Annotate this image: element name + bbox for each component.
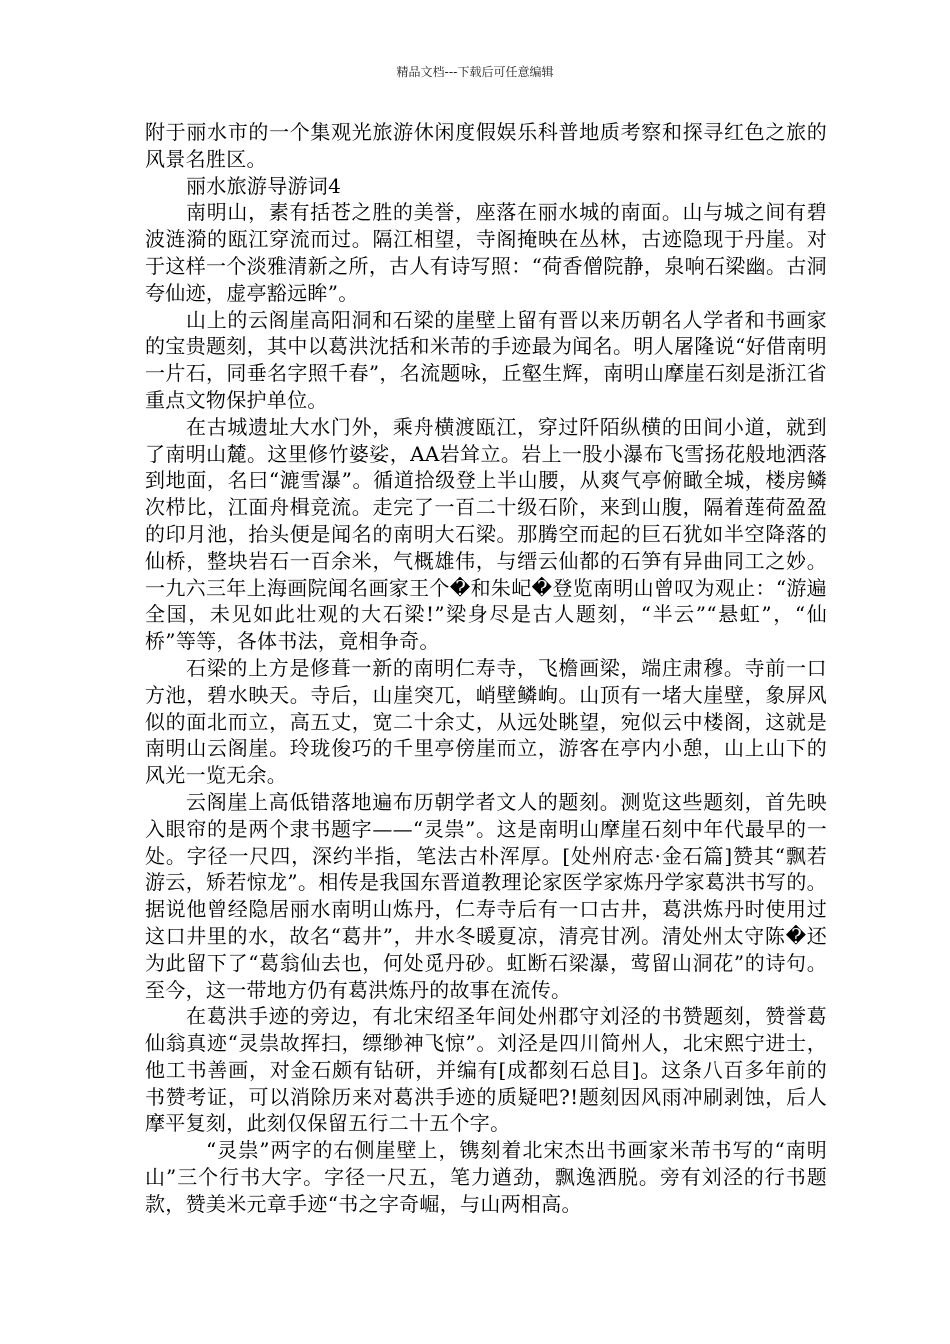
paragraph: “灵祟”两字的右侧崖壁上，镌刻着北宋杰出书画家米芾书写的“南明山”三个行书大字。字径一尺五，笔力遒劲，飘逸洒脱。旁有刘泾的行书题款，赞美米元章手迹“书之字奇崛，与山两相高。 [145, 1138, 827, 1216]
paragraph-continuation: 附于丽水市的一个集观光旅游休闲度假娱乐科普地质考察和探寻红色之旅的风景名胜区。 [145, 120, 827, 171]
document-body [145, 119, 827, 1218]
paragraph: 石梁的上方是修葺一新的南明仁寿寺，飞檐画梁，端庄肃穆。寺前一口方池，碧水映天。寺后，山崖突兀，峭壁鳞峋。山顶有一堵大崖壁，象屏风似的面北而立，高五丈，宽二十余丈，从远处眺望，宛似云中楼阁，这就是南明山云阁崖。玲珑俊巧的千里亭傍崖而立，游客在亭内小憩，山上山下的风光一览无余。 [145, 655, 827, 788]
paragraph: 山上的云阁崖高阳洞和石梁的崖壁上留有晋以来历朝名人学者和书画家的宝贵题刻，其中以葛洪沈括和米芾的手迹最为闻名。明人屠隆说“好借南明一片石，同垂名字照千春”，名流题咏，丘壑生辉，南明山摩崖石刻是浙江省重点文物保护单位。 [145, 307, 827, 412]
paragraph: 在葛洪手迹的旁边，有北宋绍圣年间处州郡守刘泾的书赞题刻，赞誉葛仙翁真迹“灵祟故挥扫，缥缈神飞惊”。刘泾是四川简州人，北宋熙宁进士，他工书善画，对金石颇有钻研，并编有[成都刻石总目]。这条八百多年前的书赞考证，可以消除历来对葛洪手迹的质疑吧?!题刻因风雨冲刷剥蚀，后人摩平复刻，此刻仅保留五行二十五个字。 [145, 1004, 827, 1136]
section-heading: 丽水旅游导游词4 [186, 173, 342, 198]
paragraph: 云阁崖上高低错落地遍布历朝学者文人的题刻。测览这些题刻，首先映入眼帘的是两个隶书题字——“灵祟”。这是南明山摩崖石刻中年代最早的一处。字径一尺四，深约半指，笔法古朴浑厚。[处州府志·金石篇]赞其“飘若游云，矫若惊龙”。相传是我国东晋道教理论家医学家炼丹学家葛洪书写的。据说他曾经隐居丽水南明山炼丹，仁寿寺后有一口古井，葛洪炼丹时使用过这口井里的水，故名“葛井”，井水冬暖夏凉，清亮甘冽。清处州太守陈�还为此留下了“葛翁仙去也，何处觅丹砂。虹断石梁瀑，莺留山洞花”的诗句。至今，这一带地方仍有葛洪炼丹的故事在流传。 [145, 789, 827, 1002]
paragraph: 在古城遗址大水门外，乘舟横渡瓯江，穿过阡陌纵横的田间小道，就到了南明山麓。这里修竹婆娑，AA岩耸立。岩上一股小瀑布飞雪扬花般地洒落到地面，名曰“漉雪瀑”。循道拾级登上半山腰，从爽气亭俯瞰全城，楼房鳞次栉比，江面舟楫竞流。走完了一百二十级石阶，来到山腹，隔着莲荷盈盈的印月池，抬头便是闻名的南明大石梁。那腾空而起的巨石犹如半空降落的仙桥，整块岩石一百余米，气概雄伟，与缙云仙都的石笋有异曲同工之妙。一九六三年上海画院闻名画家王个�和朱屺�登览南明山曾叹为观止：“游遍全国，未见如此壮观的大石梁!”梁身尽是古人题刻，“半云”“悬虹”，“仙桥”等等，各体书法，竟相争奇。 [145, 414, 827, 654]
page-header: 精品文档---下载后可任意编辑 [396, 65, 554, 79]
paragraph: 南明山，素有括苍之胜的美誉，座落在丽水城的南面。山与城之间有碧波涟漪的瓯江穿流而过。隔江相望，寺阁掩映在丛林，古迹隐现于丹崖。对于这样一个淡雅清新之所，古人有诗写照：“荷香僧院静，泉响石梁幽。古洞夸仙迹，虚亭豁远眸”。 [145, 200, 827, 305]
